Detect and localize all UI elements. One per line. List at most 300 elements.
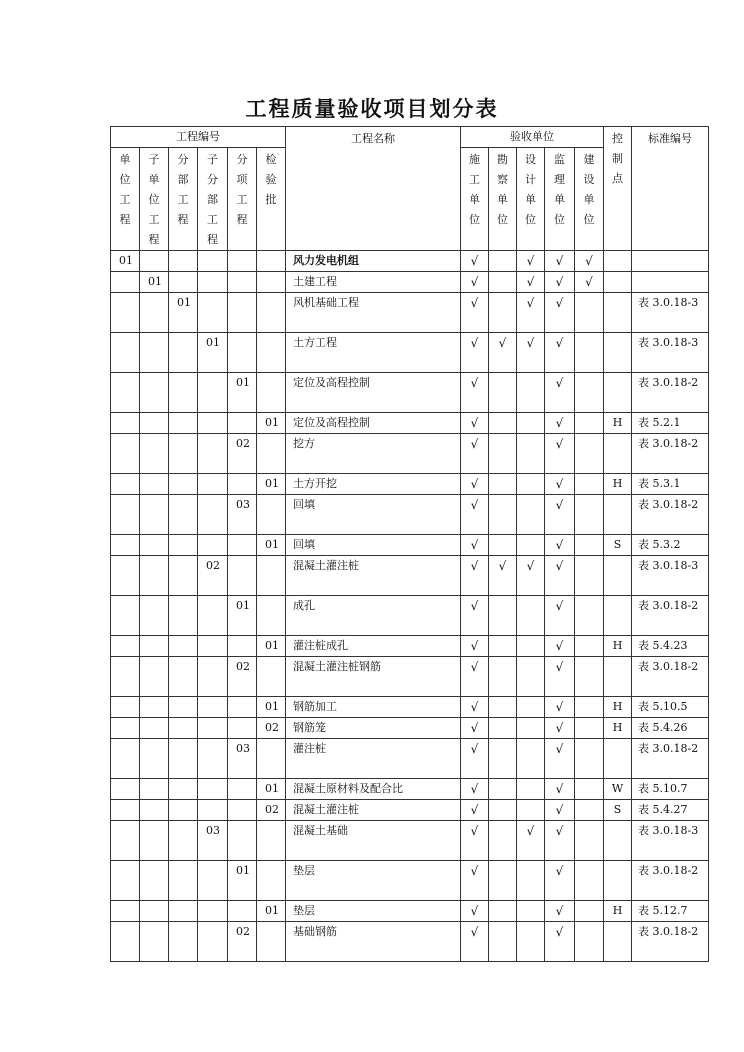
standard-number-cell: 表 3.0.18-3 xyxy=(632,556,709,596)
check-mark-icon: √ xyxy=(470,782,479,796)
code-cell xyxy=(169,657,198,697)
check-cell xyxy=(575,861,604,901)
project-name-cell: 回填 xyxy=(286,535,461,556)
check-cell xyxy=(545,474,575,495)
table-row xyxy=(111,821,709,861)
control-point-cell xyxy=(604,251,632,272)
standard-number-cell xyxy=(632,251,709,272)
check-mark-icon: √ xyxy=(470,700,479,714)
check-mark-icon: √ xyxy=(555,477,564,491)
project-name-cell: 土方开挖 xyxy=(286,474,461,495)
check-cell xyxy=(575,596,604,636)
check-mark-icon: √ xyxy=(555,925,564,939)
standard-number-cell: 表 3.0.18-2 xyxy=(632,596,709,636)
check-cell xyxy=(461,556,489,596)
check-cell xyxy=(489,657,517,697)
check-mark-icon: √ xyxy=(555,782,564,796)
code-cell xyxy=(257,272,286,293)
standard-number-cell: 表 3.0.18-3 xyxy=(632,821,709,861)
check-cell xyxy=(489,495,517,535)
table-row xyxy=(111,434,709,474)
table-row xyxy=(111,901,709,922)
check-cell xyxy=(489,718,517,739)
standard-column-header: 标准编号 xyxy=(632,127,709,251)
check-cell xyxy=(545,535,575,556)
code-cell xyxy=(111,495,140,535)
code-col-header-3: 子 分 部 工 程 xyxy=(198,148,228,251)
check-cell xyxy=(517,636,545,657)
table-row xyxy=(111,293,709,333)
check-mark-icon: √ xyxy=(470,721,479,735)
table-row xyxy=(111,779,709,800)
code-cell: 03 xyxy=(228,739,257,779)
code-cell xyxy=(257,922,286,962)
standard-number-cell: 表 3.0.18-3 xyxy=(632,293,709,333)
check-mark-icon: √ xyxy=(470,925,479,939)
check-cell xyxy=(461,922,489,962)
check-cell xyxy=(517,800,545,821)
check-mark-icon: √ xyxy=(470,336,479,350)
code-cell xyxy=(140,373,169,413)
control-point-cell xyxy=(604,556,632,596)
project-name-cell: 钢筋加工 xyxy=(286,697,461,718)
check-mark-icon: √ xyxy=(555,437,564,451)
check-cell xyxy=(489,333,517,373)
control-point-cell: H xyxy=(604,474,632,495)
code-cell xyxy=(140,922,169,962)
code-cell: 02 xyxy=(228,434,257,474)
code-cell xyxy=(257,739,286,779)
check-cell xyxy=(517,434,545,474)
check-mark-icon: √ xyxy=(470,498,479,512)
code-cell xyxy=(198,434,228,474)
code-cell xyxy=(111,413,140,434)
code-cell xyxy=(111,373,140,413)
check-mark-icon: √ xyxy=(498,336,507,350)
check-cell xyxy=(575,779,604,800)
check-mark-icon: √ xyxy=(555,336,564,350)
code-cell xyxy=(111,657,140,697)
check-mark-icon: √ xyxy=(526,296,535,310)
accept-col-header-4: 建 设 单 位 xyxy=(575,148,604,251)
check-cell xyxy=(517,596,545,636)
check-cell xyxy=(517,535,545,556)
control-point-cell xyxy=(604,596,632,636)
project-name-cell: 混凝土基础 xyxy=(286,821,461,861)
code-cell xyxy=(111,434,140,474)
check-mark-icon: √ xyxy=(526,824,535,838)
check-cell xyxy=(489,901,517,922)
code-cell xyxy=(198,779,228,800)
check-cell xyxy=(517,293,545,333)
code-cell xyxy=(198,800,228,821)
project-name-cell: 定位及高程控制 xyxy=(286,373,461,413)
code-cell xyxy=(228,293,257,333)
check-cell xyxy=(545,373,575,413)
check-cell xyxy=(489,373,517,413)
check-cell xyxy=(575,293,604,333)
control-point-cell xyxy=(604,373,632,413)
code-cell: 01 xyxy=(228,596,257,636)
code-cell xyxy=(198,251,228,272)
check-cell xyxy=(575,556,604,596)
code-cell xyxy=(140,293,169,333)
check-cell xyxy=(461,596,489,636)
check-mark-icon: √ xyxy=(470,254,479,268)
code-cell xyxy=(228,535,257,556)
check-cell xyxy=(575,333,604,373)
check-cell xyxy=(545,800,575,821)
check-cell xyxy=(517,718,545,739)
standard-number-cell: 表 3.0.18-2 xyxy=(632,495,709,535)
check-cell xyxy=(575,474,604,495)
project-name-cell: 垫层 xyxy=(286,861,461,901)
project-name-cell: 钢筋笼 xyxy=(286,718,461,739)
check-cell xyxy=(461,535,489,556)
check-cell xyxy=(517,697,545,718)
code-cell xyxy=(198,495,228,535)
check-cell xyxy=(517,251,545,272)
control-point-cell xyxy=(604,272,632,293)
check-cell xyxy=(517,333,545,373)
code-cell xyxy=(111,272,140,293)
code-cell: 02 xyxy=(228,657,257,697)
check-cell xyxy=(461,474,489,495)
standard-number-cell: 表 3.0.18-2 xyxy=(632,657,709,697)
check-cell xyxy=(461,718,489,739)
check-mark-icon: √ xyxy=(555,559,564,573)
project-name-cell: 基础钢筋 xyxy=(286,922,461,962)
code-cell xyxy=(169,697,198,718)
project-name-cell: 定位及高程控制 xyxy=(286,413,461,434)
standard-number-cell: 表 3.0.18-2 xyxy=(632,434,709,474)
code-cell xyxy=(111,922,140,962)
check-cell xyxy=(489,272,517,293)
code-cell xyxy=(198,739,228,779)
control-point-cell: H xyxy=(604,413,632,434)
control-point-cell xyxy=(604,495,632,535)
project-name-cell: 混凝土灌注桩 xyxy=(286,800,461,821)
code-cell xyxy=(111,821,140,861)
check-cell xyxy=(575,901,604,922)
code-cell: 01 xyxy=(228,373,257,413)
check-cell xyxy=(545,556,575,596)
code-cell: 02 xyxy=(257,718,286,739)
code-group-header: 工程编号 xyxy=(111,127,286,148)
check-cell xyxy=(489,413,517,434)
code-cell xyxy=(111,718,140,739)
code-cell xyxy=(169,251,198,272)
code-cell xyxy=(228,718,257,739)
code-cell xyxy=(257,495,286,535)
standard-number-cell xyxy=(632,272,709,293)
code-cell xyxy=(140,596,169,636)
code-cell xyxy=(228,697,257,718)
code-cell xyxy=(111,535,140,556)
check-mark-icon: √ xyxy=(526,254,535,268)
code-cell xyxy=(140,474,169,495)
check-cell xyxy=(517,821,545,861)
standard-number-cell: 表 5.3.1 xyxy=(632,474,709,495)
code-cell xyxy=(198,697,228,718)
code-cell xyxy=(257,251,286,272)
check-mark-icon: √ xyxy=(470,296,479,310)
code-cell xyxy=(169,556,198,596)
table-row xyxy=(111,373,709,413)
check-cell xyxy=(545,739,575,779)
check-cell xyxy=(545,901,575,922)
code-cell xyxy=(111,800,140,821)
check-cell xyxy=(517,556,545,596)
code-cell xyxy=(228,779,257,800)
code-cell xyxy=(111,901,140,922)
code-cell xyxy=(257,556,286,596)
code-cell xyxy=(257,333,286,373)
check-mark-icon: √ xyxy=(470,599,479,613)
code-cell xyxy=(169,373,198,413)
table-row xyxy=(111,922,709,962)
code-col-header-2: 分 部 工 程 xyxy=(169,148,198,251)
check-mark-icon: √ xyxy=(470,559,479,573)
check-cell xyxy=(545,495,575,535)
control-point-cell: S xyxy=(604,535,632,556)
check-cell xyxy=(489,697,517,718)
check-cell xyxy=(461,697,489,718)
check-mark-icon: √ xyxy=(470,639,479,653)
check-cell xyxy=(489,922,517,962)
code-cell: 03 xyxy=(198,821,228,861)
table-row xyxy=(111,333,709,373)
table-row xyxy=(111,657,709,697)
code-cell xyxy=(228,821,257,861)
check-cell xyxy=(545,272,575,293)
code-cell xyxy=(198,272,228,293)
code-cell xyxy=(169,800,198,821)
code-cell xyxy=(257,434,286,474)
code-cell xyxy=(111,474,140,495)
accept-col-header-1: 勘 察 单 位 xyxy=(489,148,517,251)
code-cell xyxy=(198,596,228,636)
check-cell xyxy=(461,272,489,293)
check-mark-icon: √ xyxy=(555,660,564,674)
check-cell xyxy=(489,293,517,333)
code-cell xyxy=(198,474,228,495)
control-point-cell: H xyxy=(604,697,632,718)
standard-number-cell: 表 5.4.23 xyxy=(632,636,709,657)
header-group-row xyxy=(111,127,709,148)
check-cell xyxy=(575,413,604,434)
check-mark-icon: √ xyxy=(555,904,564,918)
check-cell xyxy=(461,495,489,535)
code-cell xyxy=(140,333,169,373)
code-cell xyxy=(111,556,140,596)
code-cell xyxy=(140,739,169,779)
code-cell: 01 xyxy=(257,535,286,556)
code-cell xyxy=(198,373,228,413)
code-cell xyxy=(169,413,198,434)
check-cell xyxy=(517,779,545,800)
check-mark-icon: √ xyxy=(470,376,479,390)
code-cell xyxy=(169,901,198,922)
code-cell: 01 xyxy=(111,251,140,272)
standard-number-cell: 表 5.10.5 xyxy=(632,697,709,718)
code-cell xyxy=(111,333,140,373)
table-row xyxy=(111,272,709,293)
check-cell xyxy=(545,434,575,474)
standard-number-cell: 表 5.12.7 xyxy=(632,901,709,922)
check-mark-icon: √ xyxy=(555,254,564,268)
code-col-header-5: 检 验 批 xyxy=(257,148,286,251)
table-row xyxy=(111,556,709,596)
check-mark-icon: √ xyxy=(555,864,564,878)
table-row xyxy=(111,474,709,495)
accept-col-header-0: 施 工 单 位 xyxy=(461,148,489,251)
check-cell xyxy=(575,821,604,861)
check-cell xyxy=(461,657,489,697)
table-row xyxy=(111,718,709,739)
table-body xyxy=(111,127,709,962)
check-cell xyxy=(461,413,489,434)
check-cell xyxy=(489,636,517,657)
check-cell xyxy=(575,922,604,962)
check-cell xyxy=(575,697,604,718)
check-cell xyxy=(489,800,517,821)
code-cell xyxy=(198,413,228,434)
accept-col-header-3: 监 理 单 位 xyxy=(545,148,575,251)
code-cell xyxy=(169,333,198,373)
table-row xyxy=(111,413,709,434)
code-cell xyxy=(198,535,228,556)
table-row xyxy=(111,697,709,718)
check-mark-icon: √ xyxy=(555,639,564,653)
check-cell xyxy=(489,739,517,779)
code-cell: 02 xyxy=(228,922,257,962)
check-mark-icon: √ xyxy=(555,376,564,390)
check-cell xyxy=(575,718,604,739)
standard-number-cell: 表 5.4.26 xyxy=(632,718,709,739)
code-cell xyxy=(198,901,228,922)
check-cell xyxy=(575,272,604,293)
code-cell xyxy=(169,474,198,495)
control-point-cell xyxy=(604,434,632,474)
code-cell xyxy=(140,697,169,718)
code-cell xyxy=(257,373,286,413)
code-col-header-4: 分 项 工 程 xyxy=(228,148,257,251)
project-name-cell: 土建工程 xyxy=(286,272,461,293)
check-cell xyxy=(517,495,545,535)
check-cell xyxy=(461,779,489,800)
control-point-cell xyxy=(604,739,632,779)
check-cell xyxy=(545,413,575,434)
code-cell xyxy=(111,636,140,657)
check-cell xyxy=(575,373,604,413)
check-cell xyxy=(545,333,575,373)
code-cell xyxy=(169,922,198,962)
check-cell xyxy=(461,739,489,779)
code-cell xyxy=(257,293,286,333)
check-cell xyxy=(461,293,489,333)
standard-number-cell: 表 3.0.18-3 xyxy=(632,333,709,373)
code-cell xyxy=(169,636,198,657)
check-cell xyxy=(489,556,517,596)
accept-group-header: 验收单位 xyxy=(461,127,604,148)
check-cell xyxy=(575,636,604,657)
check-cell xyxy=(517,861,545,901)
code-cell xyxy=(140,657,169,697)
check-cell xyxy=(461,861,489,901)
check-cell xyxy=(545,861,575,901)
table-row xyxy=(111,636,709,657)
check-cell xyxy=(575,800,604,821)
control-point-cell xyxy=(604,922,632,962)
table-row xyxy=(111,861,709,901)
check-mark-icon: √ xyxy=(470,864,479,878)
check-mark-icon: √ xyxy=(470,275,479,289)
code-cell: 03 xyxy=(228,495,257,535)
code-cell xyxy=(140,636,169,657)
check-mark-icon: √ xyxy=(585,254,593,268)
code-cell: 01 xyxy=(257,413,286,434)
project-name-cell: 风力发电机组 xyxy=(286,251,461,272)
check-cell xyxy=(575,434,604,474)
check-cell xyxy=(517,922,545,962)
check-mark-icon: √ xyxy=(555,721,564,735)
check-mark-icon: √ xyxy=(470,437,479,451)
check-mark-icon: √ xyxy=(555,296,564,310)
standard-number-cell: 表 3.0.18-2 xyxy=(632,922,709,962)
code-cell xyxy=(169,821,198,861)
code-cell: 01 xyxy=(257,901,286,922)
check-mark-icon: √ xyxy=(555,498,564,512)
code-cell xyxy=(169,779,198,800)
check-cell xyxy=(517,413,545,434)
table-row xyxy=(111,535,709,556)
check-mark-icon: √ xyxy=(526,559,535,573)
check-mark-icon: √ xyxy=(555,742,564,756)
project-name-cell: 风机基础工程 xyxy=(286,293,461,333)
code-cell xyxy=(257,596,286,636)
table-row xyxy=(111,495,709,535)
standard-number-cell: 表 5.10.7 xyxy=(632,779,709,800)
check-cell xyxy=(575,535,604,556)
code-cell xyxy=(228,901,257,922)
code-cell xyxy=(111,596,140,636)
accept-col-header-2: 设 计 单 位 xyxy=(517,148,545,251)
code-cell xyxy=(198,657,228,697)
check-cell xyxy=(489,535,517,556)
check-cell xyxy=(461,373,489,413)
code-col-header-1: 子 单 位 工 程 xyxy=(140,148,169,251)
check-mark-icon: √ xyxy=(555,538,564,552)
code-cell xyxy=(140,434,169,474)
code-cell xyxy=(111,739,140,779)
control-point-cell xyxy=(604,293,632,333)
check-cell xyxy=(517,272,545,293)
check-cell xyxy=(545,251,575,272)
check-mark-icon: √ xyxy=(585,275,593,289)
check-mark-icon: √ xyxy=(470,803,479,817)
code-cell xyxy=(228,474,257,495)
check-mark-icon: √ xyxy=(470,824,479,838)
code-cell xyxy=(169,495,198,535)
code-cell xyxy=(169,739,198,779)
standard-number-cell: 表 5.2.1 xyxy=(632,413,709,434)
check-cell xyxy=(517,474,545,495)
check-cell xyxy=(517,901,545,922)
check-mark-icon: √ xyxy=(470,538,479,552)
project-name-cell: 混凝土灌注桩钢筋 xyxy=(286,657,461,697)
code-cell: 01 xyxy=(228,861,257,901)
